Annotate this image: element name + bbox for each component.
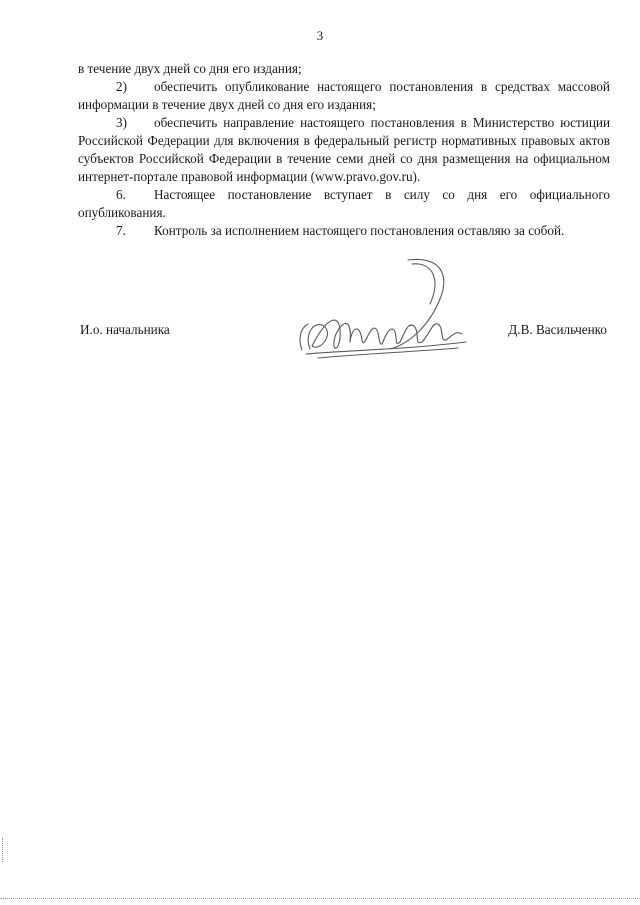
- paragraph-item-6: [78, 186, 610, 222]
- document-body: [78, 60, 610, 240]
- paragraph-marker: 6.: [116, 187, 126, 202]
- paragraph-item-3: [78, 114, 610, 186]
- paragraph-continuation: [78, 60, 610, 78]
- paragraph-marker: 3): [116, 115, 127, 130]
- paragraph-item-7: [78, 222, 610, 240]
- handwritten-signature: [290, 254, 480, 374]
- scan-margin-marks: [2, 838, 7, 862]
- signatory-name: Д.В. Васильченко: [508, 322, 607, 337]
- paragraph-item-2: [78, 78, 610, 114]
- paragraph-text: в течение двух дней со дня его издания;: [78, 61, 302, 76]
- paragraph-text: обеспечить опубликование настоящего постановления в средствах массовой информации в течение двух дней со дня его издания;: [78, 79, 610, 112]
- paragraph-marker: 7.: [116, 223, 126, 238]
- paragraph-marker: 2): [116, 79, 127, 94]
- signatory-title: И.о. начальника: [80, 322, 170, 337]
- paragraph-text: обеспечить направление настоящего постановления в Министерство юстиции Российской Федерации для включения в федеральный регистр нормативных правовых актов субъектов Российской Федерации в течение семи дней со дня размещения на официальном интернет-портале правовой информации (www.pravo.gov.ru).: [78, 115, 610, 184]
- signature-block: [0, 322, 640, 382]
- page-number: 3: [316, 28, 324, 43]
- paragraph-text: Контроль за исполнением настоящего постановления оставляю за собой.: [154, 223, 565, 238]
- scan-bottom-edge: [0, 898, 640, 899]
- paragraph-text: Настоящее постановление вступает в силу со дня его официального опубликования.: [78, 187, 610, 220]
